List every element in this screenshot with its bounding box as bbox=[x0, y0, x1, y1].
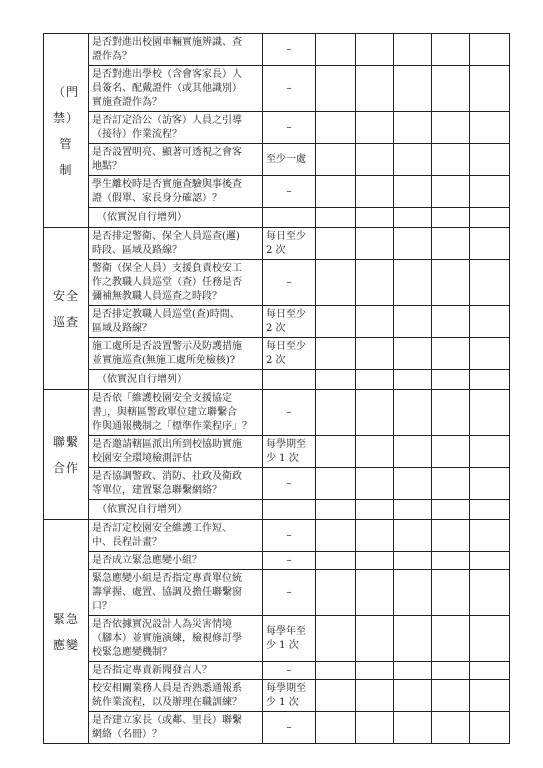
check-cell bbox=[470, 176, 510, 208]
check-cell bbox=[432, 34, 470, 66]
check-item: 是否排定教職人員巡堂(查)時間、 區域及路線？ bbox=[89, 306, 263, 338]
check-cell bbox=[432, 520, 470, 552]
check-cell bbox=[394, 570, 432, 616]
check-cell bbox=[316, 338, 356, 370]
check-cell bbox=[470, 208, 510, 228]
check-cell bbox=[316, 436, 356, 468]
check-item: 是否排定警衛、保全人員巡查(邏) 時段、區域及路線？ bbox=[89, 228, 263, 260]
table-row bbox=[44, 176, 510, 208]
table-row bbox=[44, 520, 510, 552]
frequency-standard: 每學期至 少 1 次 bbox=[263, 680, 316, 712]
check-cell bbox=[470, 338, 510, 370]
check-cell bbox=[432, 500, 470, 520]
check-cell bbox=[394, 712, 432, 744]
check-cell bbox=[432, 616, 470, 662]
check-cell bbox=[316, 520, 356, 552]
table-row bbox=[44, 34, 510, 66]
check-cell bbox=[432, 66, 470, 112]
check-cell bbox=[316, 176, 356, 208]
check-cell bbox=[394, 112, 432, 144]
check-cell bbox=[356, 680, 394, 712]
check-cell bbox=[316, 228, 356, 260]
check-cell bbox=[470, 306, 510, 338]
check-cell bbox=[356, 500, 394, 520]
check-item: 緊急應變小組是否指定專責單位統 籌掌握、處置、協調及擔任聯繫窗 口？ bbox=[89, 570, 263, 616]
check-cell bbox=[394, 520, 432, 552]
check-cell bbox=[316, 144, 356, 176]
section-name: 緊急 應變 bbox=[44, 520, 89, 744]
table-row bbox=[44, 712, 510, 744]
frequency-standard: – bbox=[263, 662, 316, 680]
check-item: 是否訂定校園安全維護工作短、 中、長程計畫？ bbox=[89, 520, 263, 552]
frequency-standard: – bbox=[263, 390, 316, 436]
check-cell bbox=[316, 468, 356, 500]
check-cell bbox=[356, 616, 394, 662]
check-cell bbox=[316, 306, 356, 338]
add-more-note: （依實況自行增列） bbox=[89, 370, 263, 390]
check-cell bbox=[356, 570, 394, 616]
check-cell bbox=[394, 662, 432, 680]
check-cell bbox=[356, 112, 394, 144]
check-cell bbox=[316, 208, 356, 228]
add-more-note: （依實況自行增列） bbox=[89, 208, 263, 228]
check-cell bbox=[432, 390, 470, 436]
check-cell bbox=[432, 680, 470, 712]
note-row bbox=[44, 500, 510, 520]
check-cell bbox=[356, 306, 394, 338]
check-item: 是否訂定洽公（訪客）人員之引導 （接待）作業流程？ bbox=[89, 112, 263, 144]
check-cell bbox=[470, 370, 510, 390]
check-item: 是否依「維護校園安全支援協定 書」，與轄區警政單位建立聯繫合 作與通報機制之「標準作業程序」？ bbox=[89, 390, 263, 436]
note-row bbox=[44, 370, 510, 390]
check-cell bbox=[356, 520, 394, 552]
check-cell bbox=[470, 468, 510, 500]
check-item: 是否指定專責新聞發言人？ bbox=[89, 662, 263, 680]
check-cell bbox=[356, 552, 394, 570]
check-cell bbox=[470, 66, 510, 112]
table-row bbox=[44, 552, 510, 570]
check-cell bbox=[394, 552, 432, 570]
frequency-standard bbox=[263, 500, 316, 520]
check-cell bbox=[356, 468, 394, 500]
inspection-table bbox=[43, 33, 510, 744]
check-cell bbox=[394, 500, 432, 520]
check-cell bbox=[356, 176, 394, 208]
frequency-standard bbox=[263, 370, 316, 390]
section-name: 安全 巡查 bbox=[44, 228, 89, 390]
check-item: 施工處所是否設置警示及防護措施 並實施巡查(無施工處所免檢核)? bbox=[89, 338, 263, 370]
check-cell bbox=[470, 260, 510, 306]
check-cell bbox=[316, 680, 356, 712]
frequency-standard: – bbox=[263, 260, 316, 306]
check-cell bbox=[432, 662, 470, 680]
check-cell bbox=[470, 390, 510, 436]
check-cell bbox=[316, 662, 356, 680]
frequency-standard: 每學年至 少 1 次 bbox=[263, 616, 316, 662]
check-cell bbox=[432, 144, 470, 176]
check-cell bbox=[470, 520, 510, 552]
table-row bbox=[44, 468, 510, 500]
check-item: 是否邀請轄區派出所到校協助實施 校園安全環境檢測評估 bbox=[89, 436, 263, 468]
table-row bbox=[44, 66, 510, 112]
check-cell bbox=[316, 370, 356, 390]
check-cell bbox=[394, 436, 432, 468]
check-item: 是否設置明亮、顯著可透視之會客 地點？ bbox=[89, 144, 263, 176]
table-row bbox=[44, 390, 510, 436]
check-cell bbox=[316, 66, 356, 112]
check-cell bbox=[316, 712, 356, 744]
check-cell bbox=[470, 228, 510, 260]
check-cell bbox=[470, 34, 510, 66]
check-cell bbox=[394, 66, 432, 112]
check-cell bbox=[394, 176, 432, 208]
check-cell bbox=[394, 144, 432, 176]
check-cell bbox=[316, 260, 356, 306]
check-cell bbox=[470, 680, 510, 712]
frequency-standard: – bbox=[263, 66, 316, 112]
check-cell bbox=[470, 112, 510, 144]
check-cell bbox=[356, 436, 394, 468]
check-cell bbox=[394, 370, 432, 390]
check-cell bbox=[316, 112, 356, 144]
check-item: 學生離校時是否實施查驗與事後查 證（假單、家長身分確認）？ bbox=[89, 176, 263, 208]
frequency-standard: 每日至少 2 次 bbox=[263, 228, 316, 260]
check-cell bbox=[470, 500, 510, 520]
check-cell bbox=[394, 34, 432, 66]
check-item: 是否建立家長（或鄰、里長）聯繫 網絡（名冊）？ bbox=[89, 712, 263, 744]
check-item: 是否依據實況設計人為災害情境 （腳本）並實施演練，檢視修訂學 校緊急應變機制？ bbox=[89, 616, 263, 662]
check-cell bbox=[316, 552, 356, 570]
check-item: 是否協調警政、消防、社政及衛政 等單位，建置緊急聯繫網絡？ bbox=[89, 468, 263, 500]
check-cell bbox=[356, 338, 394, 370]
note-row bbox=[44, 208, 510, 228]
check-cell bbox=[432, 712, 470, 744]
check-cell bbox=[394, 208, 432, 228]
frequency-standard: 至少一處 bbox=[263, 144, 316, 176]
check-cell bbox=[470, 616, 510, 662]
check-cell bbox=[394, 306, 432, 338]
frequency-standard: – bbox=[263, 712, 316, 744]
check-cell bbox=[432, 552, 470, 570]
check-cell bbox=[432, 306, 470, 338]
check-cell bbox=[470, 436, 510, 468]
check-item: 是否成立緊急應變小組？ bbox=[89, 552, 263, 570]
check-cell bbox=[470, 662, 510, 680]
table-row bbox=[44, 228, 510, 260]
check-cell bbox=[432, 468, 470, 500]
check-cell bbox=[432, 260, 470, 306]
frequency-standard: – bbox=[263, 176, 316, 208]
check-cell bbox=[356, 208, 394, 228]
check-cell bbox=[356, 144, 394, 176]
check-cell bbox=[394, 260, 432, 306]
check-cell bbox=[470, 144, 510, 176]
check-cell bbox=[394, 616, 432, 662]
table-row bbox=[44, 616, 510, 662]
check-cell bbox=[470, 570, 510, 616]
check-cell bbox=[432, 338, 470, 370]
table-row bbox=[44, 338, 510, 370]
check-cell bbox=[470, 712, 510, 744]
frequency-standard: – bbox=[263, 570, 316, 616]
frequency-standard: 每學期至 少 1 次 bbox=[263, 436, 316, 468]
check-cell bbox=[432, 228, 470, 260]
check-cell bbox=[394, 228, 432, 260]
check-cell bbox=[432, 208, 470, 228]
check-cell bbox=[316, 500, 356, 520]
frequency-standard bbox=[263, 208, 316, 228]
check-cell bbox=[394, 338, 432, 370]
check-cell bbox=[356, 260, 394, 306]
table-row bbox=[44, 570, 510, 616]
table-row bbox=[44, 260, 510, 306]
check-cell bbox=[356, 228, 394, 260]
check-cell bbox=[356, 712, 394, 744]
check-cell bbox=[356, 390, 394, 436]
section-name: （門 禁）管 制 bbox=[44, 34, 89, 228]
check-cell bbox=[316, 616, 356, 662]
frequency-standard: 每日至少 2 次 bbox=[263, 338, 316, 370]
table-row bbox=[44, 680, 510, 712]
check-cell bbox=[394, 390, 432, 436]
table-row bbox=[44, 662, 510, 680]
frequency-standard: – bbox=[263, 112, 316, 144]
check-cell bbox=[394, 680, 432, 712]
check-item: 是否對進出校園車輛實施辨識、查 證作為？ bbox=[89, 34, 263, 66]
frequency-standard: – bbox=[263, 34, 316, 66]
check-cell bbox=[356, 66, 394, 112]
table-row bbox=[44, 436, 510, 468]
frequency-standard: 每日至少 2 次 bbox=[263, 306, 316, 338]
check-cell bbox=[356, 34, 394, 66]
frequency-standard: – bbox=[263, 468, 316, 500]
check-cell bbox=[356, 370, 394, 390]
check-cell bbox=[432, 176, 470, 208]
section-name: 聯繫 合作 bbox=[44, 390, 89, 520]
check-cell bbox=[316, 390, 356, 436]
add-more-note: （依實況自行增列） bbox=[89, 500, 263, 520]
check-cell bbox=[356, 662, 394, 680]
check-cell bbox=[432, 570, 470, 616]
check-cell bbox=[394, 468, 432, 500]
check-cell bbox=[432, 370, 470, 390]
frequency-standard: – bbox=[263, 552, 316, 570]
check-item: 校安相關業務人員是否熟悉通報系 統作業流程，以及辦理在職訓練？ bbox=[89, 680, 263, 712]
check-cell bbox=[316, 34, 356, 66]
check-cell bbox=[432, 112, 470, 144]
check-cell bbox=[470, 552, 510, 570]
frequency-standard: – bbox=[263, 520, 316, 552]
check-cell bbox=[316, 570, 356, 616]
check-item: 警衛（保全人員）支援負責校安工 作之教職人員巡堂（查）任務是否 彌補無教職人員巡查之時段？ bbox=[89, 260, 263, 306]
table-row bbox=[44, 144, 510, 176]
check-cell bbox=[432, 436, 470, 468]
table-row bbox=[44, 112, 510, 144]
check-item: 是否對進出學校（含會客家長）人 員簽名、配戴證件（或其他識別） 實施查證作為？ bbox=[89, 66, 263, 112]
table-row bbox=[44, 306, 510, 338]
